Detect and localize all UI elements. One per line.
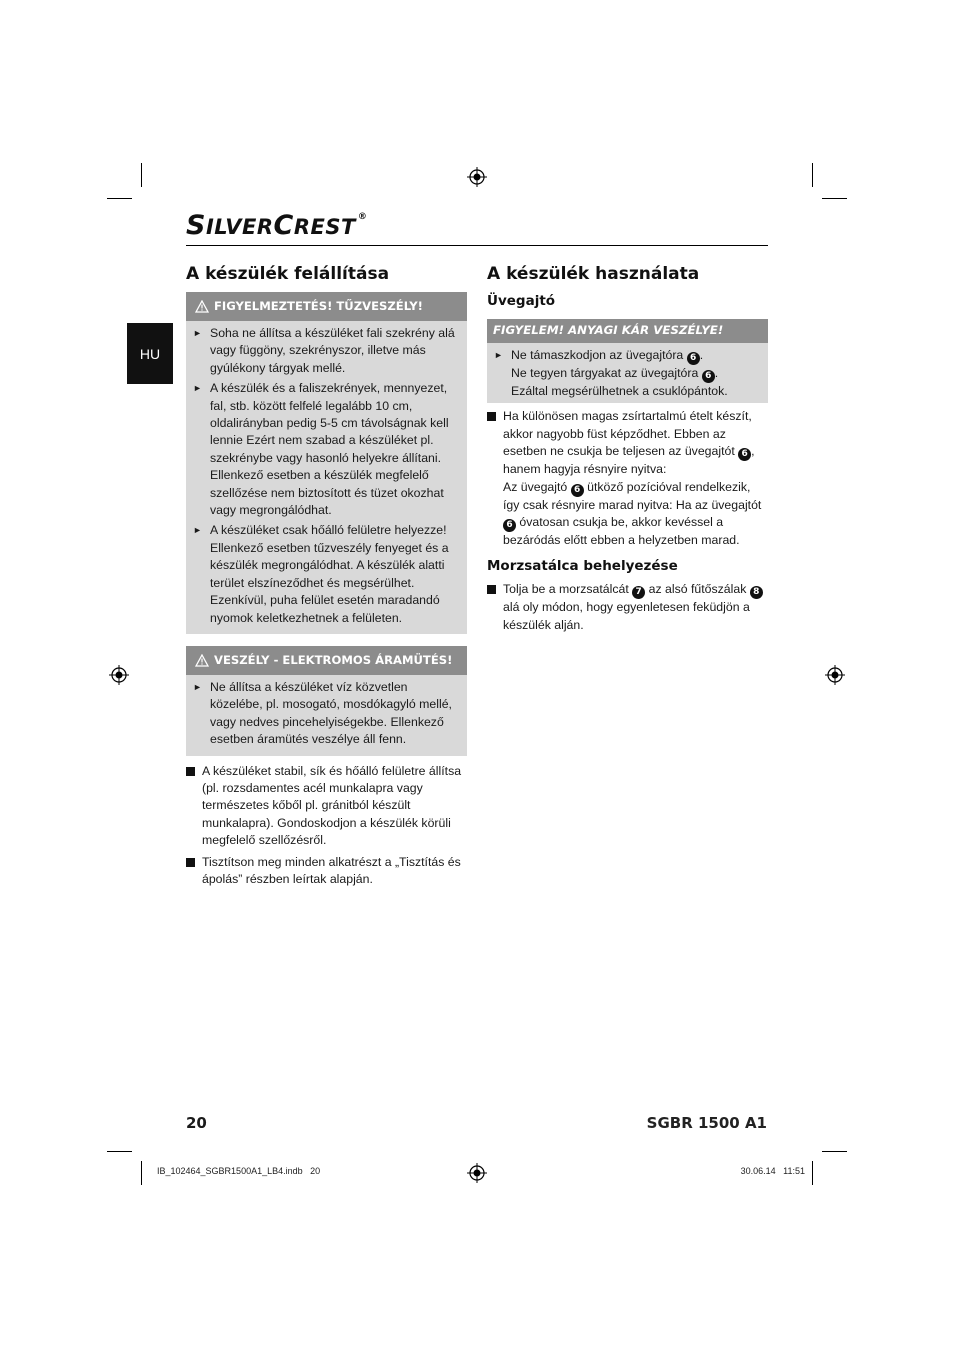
caution-box <box>487 319 768 403</box>
section-title-usage: A készülék használata <box>487 264 700 284</box>
electric-warning-header: VESZÉLY - ELEKTROMOS ÁRAMÜTÉS! <box>186 646 467 675</box>
left-column <box>186 263 467 892</box>
crop-mark <box>822 198 847 199</box>
arrow-bullet-icon: ► <box>193 681 202 692</box>
warning-triangle-icon <box>195 654 209 667</box>
electric-warning-box <box>186 646 467 756</box>
ref-number-badge: 6 <box>687 352 700 365</box>
model-number: SGBR 1500 A1 <box>646 1114 767 1132</box>
print-slug-date: 30.06.14 11:51 <box>740 1166 805 1176</box>
registration-mark-icon <box>109 665 129 685</box>
warning-triangle-icon <box>195 300 209 313</box>
language-tab: HU <box>127 323 173 384</box>
arrow-bullet-icon: ► <box>193 525 202 536</box>
list-item: Ha különösen magas zsírtartalmú ételt készít, akkor nagyobb füst képződhet. Ebben az esetben ne csukja be teljesen az üvegajtót 6 , hanem hagyja résnyire nyitva: Az üvegajtó 6 ütköző pozícióval rendelkezik, így csak résnyire marad nyitva: Ha az üvegajtót 6 óvatosan csukja be, akkor kevéssel a bezáródás előtt ebben a helyzetben marad. <box>487 408 768 549</box>
arrow-bullet-icon: ► <box>193 383 202 394</box>
list-item: Tolja be a morzsatálcát 7 az alsó fűtőszálak 8 alá oly módon, hogy egyenletesen feküdjön a készülék alján. <box>487 581 768 634</box>
ref-number-badge: 6 <box>503 519 516 532</box>
fire-warning-header: FIGYELMEZTETÉS! TŰZVESZÉLY! <box>186 292 467 321</box>
ref-number-badge: 6 <box>702 370 715 383</box>
header-rule <box>186 245 768 246</box>
list-item: ► A készülék és a faliszekrények, mennyezet, fal, stb. között felfelé legalább 10 cm, oldalirányban pedig 5-5 cm távolságnak kell lennie Ezért nem szabad a készüléket pl. szekrénybe vagy hasonló helyekre állítani. Ellenkező esetben a készülék megfelelő szellőzése nem biztosított és tüzet okozhat vagy megrongálódhat. <box>193 380 461 519</box>
square-bullet-icon <box>186 854 202 889</box>
square-bullet-icon <box>487 408 503 549</box>
list-item: ► Soha ne állítsa a készüléket fali szekrény alá vagy függöny, szekrényszor, illetve más gyúlékony tárgyak mellé. <box>193 325 461 377</box>
list-item: ► Ne támaszkodjon az üvegajtóra 6 . Ne tegyen tárgyakat az üvegajtóra 6 . Ezáltal megsérülhetnek a csuklópántok. <box>494 347 762 400</box>
ref-number-badge: 8 <box>750 586 763 599</box>
registration-mark-icon <box>467 1163 487 1183</box>
section-title-setup: A készülék felállítása <box>186 264 390 284</box>
crop-mark <box>107 198 132 199</box>
registration-mark-icon <box>825 665 845 685</box>
square-bullet-icon <box>487 581 503 634</box>
list-item: ► Ne állítsa a készüléket víz közvetlen közelébe, pl. mosogató, mosdókagyló mellé, vagy nedves pincehelyiségekbe. Ellenkező esetben áramütés veszélye áll fenn. <box>193 679 461 749</box>
crop-mark <box>812 163 813 187</box>
ref-number-badge: 6 <box>571 484 584 497</box>
list-item: Tisztítson meg minden alkatrészt a „Tisztítás és ápolás” részben leírtak alapján. <box>186 854 467 889</box>
ref-number-badge: 7 <box>632 586 645 599</box>
list-item: A készüléket stabil, sík és hőálló felületre állítsa (pl. rozsdamentes acél munkalapra vagy természetes kőből pl. gránitból készült munkalapra). Gondoskodjon a készülék körüli megfelelő szellőzésről. <box>186 763 467 850</box>
crop-mark <box>822 1151 847 1152</box>
brand-logo: SILVERCREST ® <box>186 210 368 241</box>
subsection-title-glass-door: Üvegajtó <box>487 293 556 309</box>
crop-mark <box>107 1151 132 1152</box>
setup-bullets <box>186 763 467 889</box>
crop-mark <box>812 1161 813 1185</box>
usage-bullets <box>487 408 768 549</box>
registration-mark-icon <box>467 167 487 187</box>
ref-number-badge: 6 <box>738 448 751 461</box>
arrow-bullet-icon: ► <box>193 328 202 338</box>
square-bullet-icon <box>186 763 202 850</box>
right-column <box>487 263 768 638</box>
fire-warning-box <box>186 292 467 634</box>
subsection-title-crumb-tray: Morzsatálca behelyezése <box>487 558 678 575</box>
crop-mark <box>141 1161 142 1185</box>
crop-mark <box>141 163 142 187</box>
arrow-bullet-icon: ► <box>494 350 503 360</box>
print-slug-file: IB_102464_SGBR1500A1_LB4.indb 20 <box>157 1166 321 1176</box>
list-item: ► A készüléket csak hőálló felületre helyezze! Ellenkező esetben tűzveszély fenyeget és a készülék megrongálódhat. A készülék alatti terület elszíneződhet és megsérülhet. Ezenkívül, puha felület esetén maradandó nyomok keletkezhetnek a felületen. <box>193 522 461 626</box>
page-number: 20 <box>186 1114 207 1132</box>
caution-header: FIGYELEM! ANYAGI KÁR VESZÉLYE! <box>487 319 768 343</box>
